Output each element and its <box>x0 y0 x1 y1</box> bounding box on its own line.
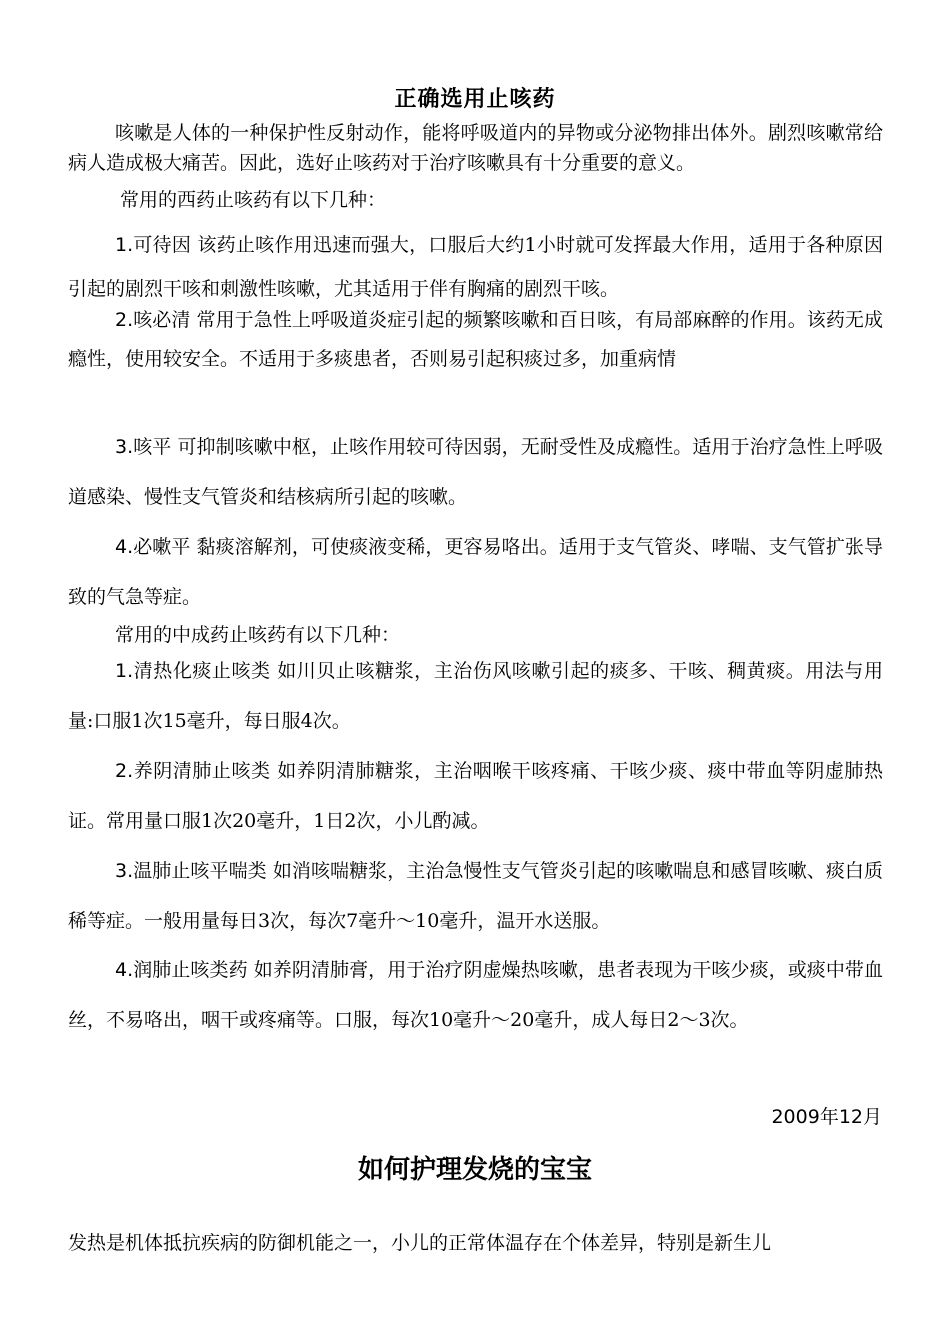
item-text: 温肺止咳平喘类 如消咳喘糖浆，主治急慢性支气管炎引起的咳嗽喘息和感冒咳嗽、痰白质稀等症。一般用量每日3次，每次7毫升～10毫升，温开水送服。 <box>68 860 883 932</box>
item-number: 2. <box>115 309 134 331</box>
western-item-1 <box>68 223 883 311</box>
intro-paragraph: 咳嗽是人体的一种保护性反射动作，能将呼吸道内的异物或分泌物排出体外。剧烈咳嗽常给病人造成极大痛苦。因此，选好止咳药对于治疗咳嗽具有十分重要的意义。 <box>68 122 883 174</box>
chinese-item-2 <box>68 746 883 846</box>
item-number: 4. <box>115 536 134 558</box>
item-text: 可待因 该药止咳作用迅速而强大，口服后大约1小时就可发挥最大作用，适用于各种原因引起的剧烈干咳和刺激性咳嗽，尤其适用于伴有胸痛的剧烈干咳。 <box>68 234 883 300</box>
western-heading: 常用的西药止咳药有以下几种： <box>120 189 387 211</box>
intro-paragraph-2: 发热是机体抵抗疾病的防御机能之一，小儿的正常体温存在个体差异，特别是新生儿 <box>68 1232 772 1254</box>
chinese-item-4 <box>68 945 883 1045</box>
western-item-4 <box>68 522 883 622</box>
item-number: 3. <box>115 860 134 882</box>
item-number: 4. <box>115 959 134 981</box>
item-number: 1. <box>115 660 134 682</box>
item-text: 清热化痰止咳类 如川贝止咳糖浆，主治伤风咳嗽引起的痰多、干咳、稠黄痰。用法与用量:口服1次15毫升，每日服4次。 <box>68 660 883 732</box>
chinese-heading: 常用的中成药止咳药有以下几种： <box>115 624 401 646</box>
item-number: 2. <box>115 760 134 782</box>
chinese-item-1 <box>68 646 883 746</box>
item-text: 咳平 可抑制咳嗽中枢，止咳作用较可待因弱，无耐受性及成瘾性。适用于治疗急性上呼吸道感染、慢性支气管炎和结核病所引起的咳嗽。 <box>68 436 883 508</box>
article-title: 正确选用止咳药 <box>394 87 556 112</box>
western-item-3 <box>68 422 883 522</box>
item-text: 养阴清肺止咳类 如养阴清肺糖浆，主治咽喉干咳疼痛、干咳少痰、痰中带血等阴虚肺热证。常用量口服1次20毫升，1日2次，小儿酌减。 <box>68 760 883 832</box>
item-text: 润肺止咳类药 如养阴清肺膏，用于治疗阴虚燥热咳嗽，患者表现为干咳少痰，或痰中带血丝，不易咯出，咽干或疼痛等。口服，每次10毫升～20毫升，成人每日2～3次。 <box>68 959 883 1031</box>
item-number: 1. <box>115 234 134 256</box>
item-number: 3. <box>115 436 134 458</box>
chinese-item-3 <box>68 846 883 946</box>
item-text: 必嗽平 黏痰溶解剂，可使痰液变稀，更容易咯出。适用于支气管炎、哮喘、支气管扩张导致的气急等症。 <box>68 536 883 608</box>
western-item-2 <box>68 301 883 379</box>
article-date: 2009年12月 <box>771 1106 882 1128</box>
item-text: 咳必清 常用于急性上呼吸道炎症引起的频繁咳嗽和百日咳，有局部麻醉的作用。该药无成瘾性，使用较安全。不适用于多痰患者，否则易引起积痰过多，加重病情 <box>68 309 883 370</box>
article-title-2: 如何护理发烧的宝宝 <box>357 1155 592 1185</box>
